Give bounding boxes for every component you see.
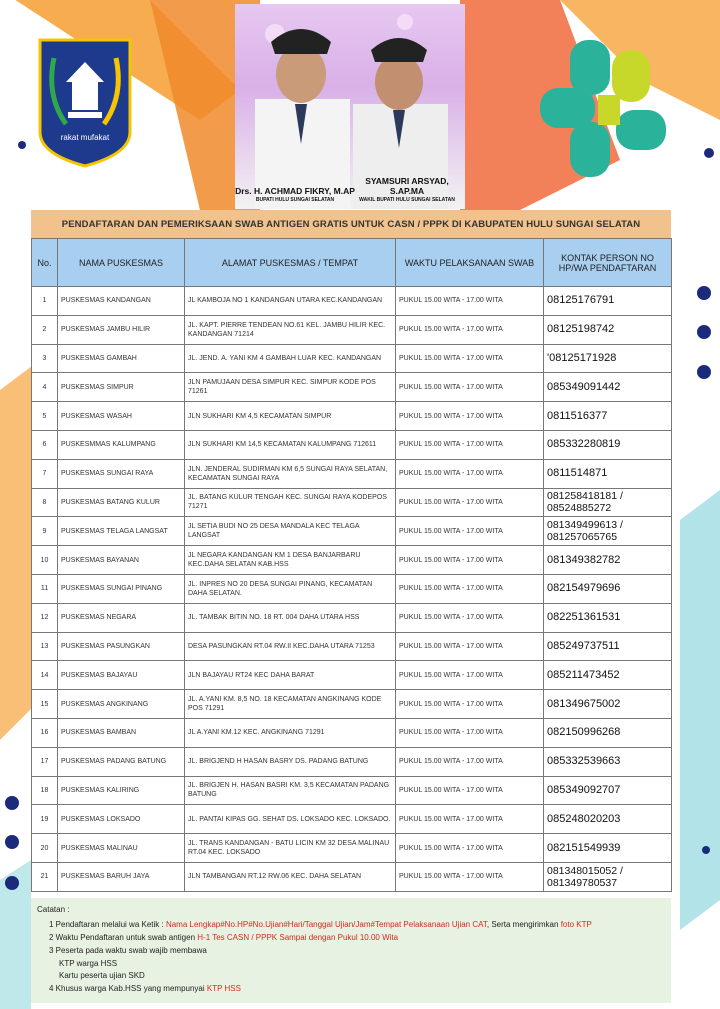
cell-alamat: JL SETIA BUDI NO 25 DESA MANDALA KEC TELAGA LANGSAT xyxy=(185,517,396,546)
table-title: PENDAFTARAN DAN PEMERIKSAAN SWAB ANTIGEN GRATIS UNTUK CASN / PPPK DI KABUPATEN HULU SUNGAI SELATAN xyxy=(31,210,671,238)
cell-waktu: PUKUL 15.00 WITA - 17.00 WITA xyxy=(396,430,544,459)
cell-nama: PUSKESMAS BAMBAN xyxy=(58,718,185,747)
cell-waktu: PUKUL 15.00 WITA - 17.00 WITA xyxy=(396,632,544,661)
cell-no: 5 xyxy=(32,402,58,431)
cell-kontak: 082251361531 xyxy=(544,603,672,632)
cell-alamat: JL NEGARA KANDANGAN KM 1 DESA BANJARBARU KEC.DAHA SELATAN KAB.HSS xyxy=(185,546,396,575)
cell-nama: PUSKESMAS ANGKINANG xyxy=(58,690,185,719)
cell-alamat: JL. INPRES NO 20 DESA SUNGAI PINANG, KECAMATAN DAHA SELATAN. xyxy=(185,574,396,603)
cell-no: 9 xyxy=(32,517,58,546)
table-row xyxy=(32,546,672,575)
cell-alamat: JL. A.YANI KM. 8,5 NO. 18 KECAMATAN ANGKINANG KODE POS 71291 xyxy=(185,690,396,719)
notes-section xyxy=(31,898,671,1003)
health-ministry-logo-icon xyxy=(540,40,670,180)
note-3: 3 Peserta pada waktu swab wajib membawa xyxy=(49,946,207,955)
table-row xyxy=(32,517,672,546)
cell-waktu: PUKUL 15.00 WITA - 17.00 WITA xyxy=(396,690,544,719)
cell-kontak: 085249737511 xyxy=(544,632,672,661)
cell-waktu: PUKUL 15.00 WITA - 17.00 WITA xyxy=(396,834,544,863)
cell-nama: PUSKESMAS JAMBU HILIR xyxy=(58,315,185,344)
table-row xyxy=(32,344,672,373)
table-row xyxy=(32,718,672,747)
cell-waktu: PUKUL 15.00 WITA - 17.00 WITA xyxy=(396,488,544,517)
cell-no: 13 xyxy=(32,632,58,661)
cell-alamat: JLN SUKHARI KM 4,5 KECAMATAN SIMPUR xyxy=(185,402,396,431)
cell-no: 16 xyxy=(32,718,58,747)
cell-kontak: 085349092707 xyxy=(544,776,672,805)
cell-no: 12 xyxy=(32,603,58,632)
cell-kontak: 0811516377 xyxy=(544,402,672,431)
cell-nama: PUSKESMAS BARUH JAYA xyxy=(58,862,185,891)
cell-nama: PUSKESMAS KALIRING xyxy=(58,776,185,805)
cell-nama: PUSKESMAS WASAH xyxy=(58,402,185,431)
cell-alamat: JL. TRANS KANDANGAN - BATU LICIN KM 32 DESA MALINAU RT.04 KEC. LOKSADO xyxy=(185,834,396,863)
cell-nama: PUSKESMMAS KALUMPANG xyxy=(58,430,185,459)
cell-no: 4 xyxy=(32,373,58,402)
note-3b: Kartu peserta ujian SKD xyxy=(59,971,145,980)
cell-alamat: JLN. JENDERAL SUDIRMAN KM 6,5 SUNGAI RAYA SELATAN, KECAMATAN SUNGAI RAYA xyxy=(185,459,396,488)
cell-no: 17 xyxy=(32,747,58,776)
cell-nama: PUSKESMAS NEGARA xyxy=(58,603,185,632)
cell-waktu: PUKUL 15.00 WITA - 17.00 WITA xyxy=(396,661,544,690)
registration-document xyxy=(31,210,671,1005)
col-header-nama: NAMA PUSKESMAS xyxy=(58,239,185,287)
table-header-row xyxy=(32,239,672,287)
table-row xyxy=(32,315,672,344)
cell-kontak: 085332280819 xyxy=(544,430,672,459)
col-header-alamat: ALAMAT PUSKESMAS / TEMPAT xyxy=(185,239,396,287)
table-row xyxy=(32,459,672,488)
note-3a: KTP warga HSS xyxy=(59,959,118,968)
cell-waktu: PUKUL 15.00 WITA - 17.00 WITA xyxy=(396,805,544,834)
table-row xyxy=(32,574,672,603)
cell-kontak: 08125176791 xyxy=(544,287,672,316)
notes-header: Catatan : xyxy=(37,905,70,914)
table-row xyxy=(32,776,672,805)
officials-photo xyxy=(235,4,465,209)
cell-waktu: PUKUL 15.00 WITA - 17.00 WITA xyxy=(396,517,544,546)
cell-waktu: PUKUL 15.00 WITA - 17.00 WITA xyxy=(396,373,544,402)
col-header-kontak: KONTAK PERSON NO HP/WA PENDAFTARAN xyxy=(544,239,672,287)
table-row xyxy=(32,402,672,431)
table-row xyxy=(32,632,672,661)
cell-nama: PUSKESMAS KANDANGAN xyxy=(58,287,185,316)
col-header-waktu: WAKTU PELAKSANAAN SWAB xyxy=(396,239,544,287)
cell-nama: PUSKESMAS GAMBAH xyxy=(58,344,185,373)
cell-no: 6 xyxy=(32,430,58,459)
cell-alamat: JLN TAMBANGAN RT.12 RW.06 KEC. DAHA SELATAN xyxy=(185,862,396,891)
cell-waktu: PUKUL 15.00 WITA - 17.00 WITA xyxy=(396,862,544,891)
cell-alamat: JL. BRIGJEND H HASAN BASRY DS. PADANG BATUNG xyxy=(185,747,396,776)
cell-waktu: PUKUL 15.00 WITA - 17.00 WITA xyxy=(396,402,544,431)
cell-kontak: 082154979696 xyxy=(544,574,672,603)
cell-nama: PUSKESMAS PADANG BATUNG xyxy=(58,747,185,776)
cell-kontak: 085332539663 xyxy=(544,747,672,776)
cell-kontak: 08125198742 xyxy=(544,315,672,344)
cell-nama: PUSKESMAS SUNGAI RAYA xyxy=(58,459,185,488)
cell-nama: PUSKESMAS BAYANAN xyxy=(58,546,185,575)
svg-text:rakat mufakat: rakat mufakat xyxy=(60,133,110,142)
cell-waktu: PUKUL 15.00 WITA - 17.00 WITA xyxy=(396,546,544,575)
cell-waktu: PUKUL 15.00 WITA - 17.00 WITA xyxy=(396,459,544,488)
official-caption-2: SYAMSURI ARSYAD, S.AP.MA WAKIL BUPATI HULU SUNGAI SELATAN xyxy=(359,176,455,203)
cell-alamat: JL. BRIGJEN H. HASAN BASRI KM. 3,5 KECAMATAN PADANG BATUNG xyxy=(185,776,396,805)
cell-kontak: 081348015052 / 081349780537 xyxy=(544,862,672,891)
cell-alamat: JL. JEND. A. YANI KM 4 GAMBAH LUAR KEC. KANDANGAN xyxy=(185,344,396,373)
table-row xyxy=(32,488,672,517)
note-4: 4 Khusus warga Kab.HSS yang mempunyai KTP HSS xyxy=(49,984,241,993)
cell-alamat: JLN PAMUJAAN DESA SIMPUR KEC. SIMPUR KODE POS 71261 xyxy=(185,373,396,402)
table-row xyxy=(32,690,672,719)
cell-kontak: 081258418181 / 08524885272 xyxy=(544,488,672,517)
cell-nama: PUSKESMAS SUNGAI PINANG xyxy=(58,574,185,603)
table-row xyxy=(32,661,672,690)
cell-kontak: 081349382782 xyxy=(544,546,672,575)
cell-no: 2 xyxy=(32,315,58,344)
cell-kontak: 085349091442 xyxy=(544,373,672,402)
cell-nama: PUSKESMAS TELAGA LANGSAT xyxy=(58,517,185,546)
cell-alamat: JL. KAPT. PIERRE TENDEAN NO.61 KEL. JAMBU HILIR KEC. KANDANGAN 71214 xyxy=(185,315,396,344)
cell-alamat: JLN SUKHARI KM 14,5 KECAMATAN KALUMPANG 712611 xyxy=(185,430,396,459)
cell-no: 11 xyxy=(32,574,58,603)
cell-waktu: PUKUL 15.00 WITA - 17.00 WITA xyxy=(396,315,544,344)
cell-waktu: PUKUL 15.00 WITA - 17.00 WITA xyxy=(396,776,544,805)
table-row xyxy=(32,747,672,776)
cell-kontak: 085211473452 xyxy=(544,661,672,690)
cell-no: 14 xyxy=(32,661,58,690)
cell-waktu: PUKUL 15.00 WITA - 17.00 WITA xyxy=(396,574,544,603)
table-row xyxy=(32,862,672,891)
cell-waktu: PUKUL 15.00 WITA - 17.00 WITA xyxy=(396,603,544,632)
cell-no: 18 xyxy=(32,776,58,805)
note-1: 1 Pendaftaran melalui wa Ketik : Nama Lengkap#No.HP#No.Ujian#Hari/Tanggal Ujian/Jam#Tempat Pelaksanaan Ujian CAT, Serta mengirimkan foto KTP xyxy=(49,920,592,929)
cell-waktu: PUKUL 15.00 WITA - 17.00 WITA xyxy=(396,718,544,747)
cell-alamat: JL KAMBOJA NO 1 KANDANGAN UTARA KEC.KANDANGAN xyxy=(185,287,396,316)
official-caption-1: Drs. H. ACHMAD FIKRY, M.AP BUPATI HULU SUNGAI SELATAN xyxy=(235,186,355,203)
cell-no: 3 xyxy=(32,344,58,373)
cell-no: 21 xyxy=(32,862,58,891)
cell-no: 20 xyxy=(32,834,58,863)
cell-kontak: 082151549939 xyxy=(544,834,672,863)
cell-waktu: PUKUL 15.00 WITA - 17.00 WITA xyxy=(396,287,544,316)
cell-alamat: JLN BAJAYAU RT24 KEC DAHA BARAT xyxy=(185,661,396,690)
note-2: 2 Waktu Pendaftaran untuk swab antigen H-1 Tes CASN / PPPK Sampai dengan Pukul 10.00 Wita xyxy=(49,933,399,942)
cell-alamat: DESA PASUNGKAN RT.04 RW.II KEC.DAHA UTARA 71253 xyxy=(185,632,396,661)
table-row xyxy=(32,287,672,316)
cell-no: 19 xyxy=(32,805,58,834)
cell-nama: PUSKESMAS BATANG KULUR xyxy=(58,488,185,517)
cell-alamat: JL. PANTAI KIPAS GG. SEHAT DS. LOKSADO KEC. LOKSADO. xyxy=(185,805,396,834)
cell-alamat: JL. BATANG KULUR TENGAH KEC. SUNGAI RAYA KODEPOS 71271 xyxy=(185,488,396,517)
table-row xyxy=(32,373,672,402)
cell-kontak: '08125171928 xyxy=(544,344,672,373)
cell-no: 10 xyxy=(32,546,58,575)
cell-waktu: PUKUL 15.00 WITA - 17.00 WITA xyxy=(396,747,544,776)
cell-alamat: JL A.YANI KM.12 KEC. ANGKINANG 71291 xyxy=(185,718,396,747)
puskesmas-table xyxy=(31,238,672,892)
cell-nama: PUSKESMAS LOKSADO xyxy=(58,805,185,834)
table-row xyxy=(32,834,672,863)
cell-waktu: PUKUL 15.00 WITA - 17.00 WITA xyxy=(396,344,544,373)
cell-no: 7 xyxy=(32,459,58,488)
cell-no: 8 xyxy=(32,488,58,517)
cell-nama: PUSKESMAS PASUNGKAN xyxy=(58,632,185,661)
table-row xyxy=(32,603,672,632)
cell-kontak: 085248020203 xyxy=(544,805,672,834)
cell-kontak: 081349499613 / 081257065765 xyxy=(544,517,672,546)
cell-no: 15 xyxy=(32,690,58,719)
cell-alamat: JL. TAMBAK BITIN NO. 18 RT. 004 DAHA UTARA HSS xyxy=(185,603,396,632)
cell-kontak: 0811514871 xyxy=(544,459,672,488)
cell-nama: PUSKESMAS BAJAYAU xyxy=(58,661,185,690)
cell-no: 1 xyxy=(32,287,58,316)
table-row xyxy=(32,430,672,459)
cell-nama: PUSKESMAS SIMPUR xyxy=(58,373,185,402)
table-row xyxy=(32,805,672,834)
cell-nama: PUSKESMAS MALINAU xyxy=(58,834,185,863)
cell-kontak: 081349675002 xyxy=(544,690,672,719)
cell-kontak: 082150996268 xyxy=(544,718,672,747)
regency-logo-icon xyxy=(36,36,134,168)
col-header-no: No. xyxy=(32,239,58,287)
